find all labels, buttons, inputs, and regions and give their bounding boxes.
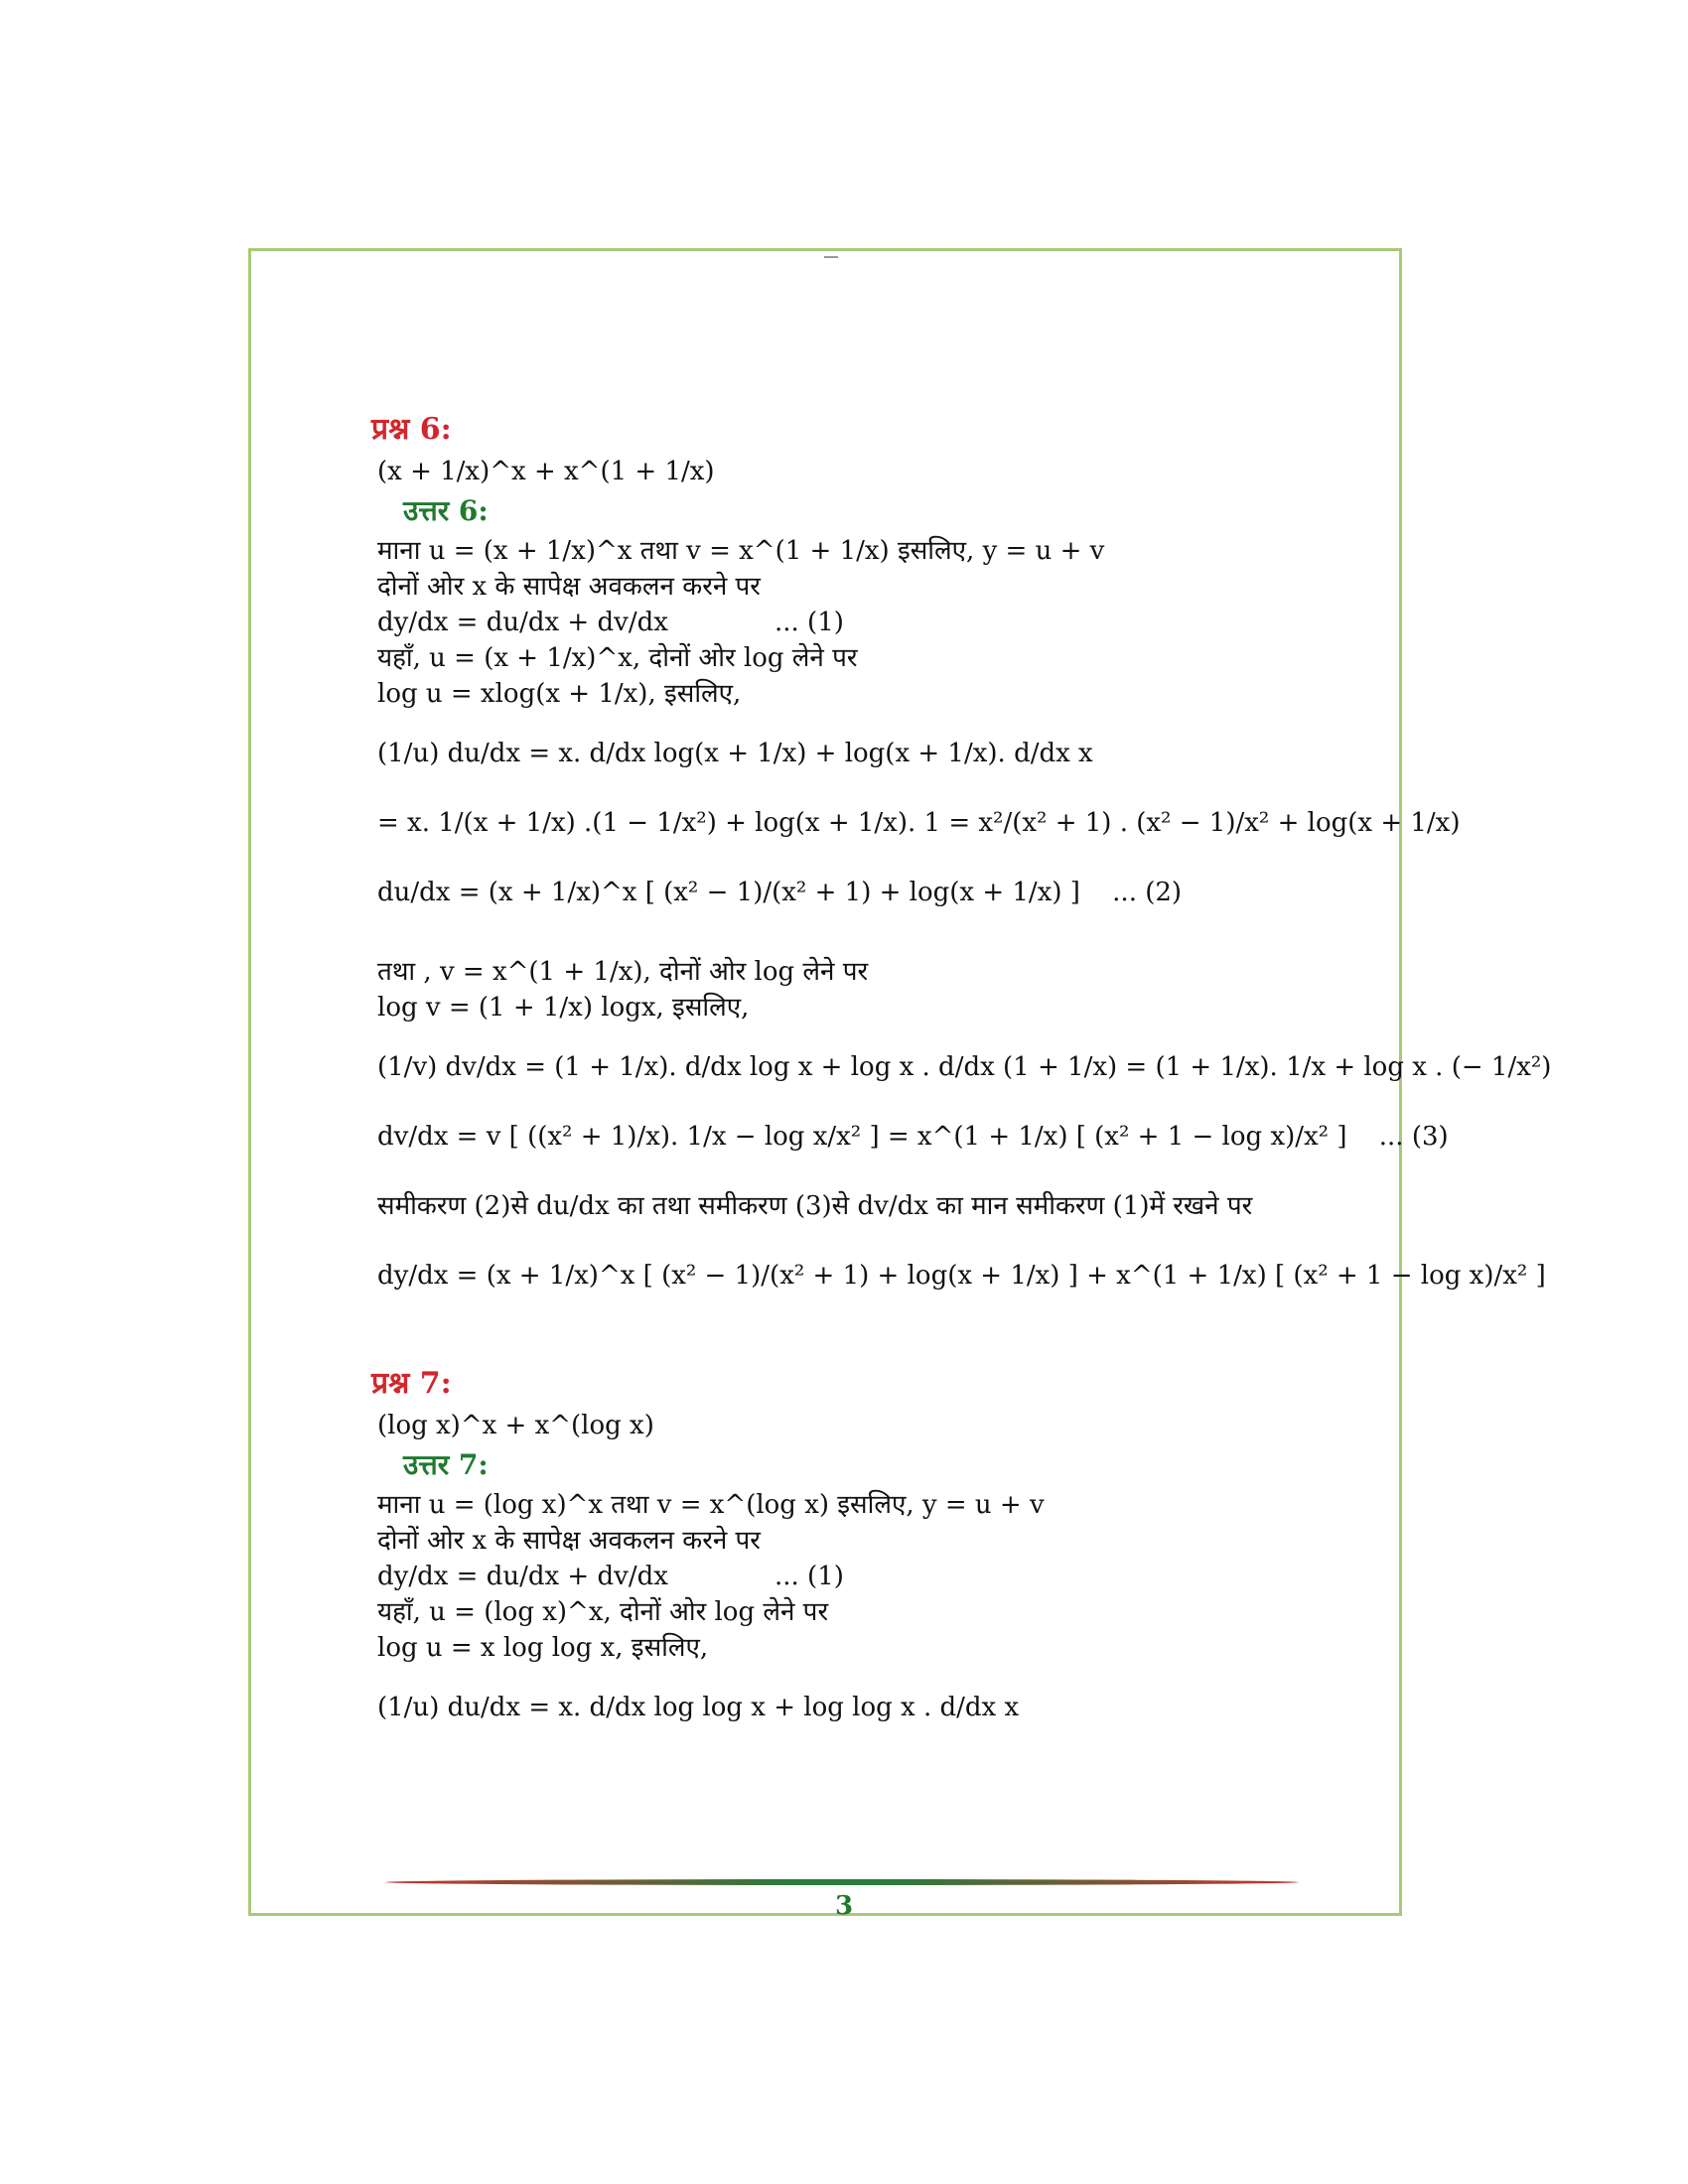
a6-line-3 (377, 605, 1271, 640)
footer-divider (385, 1879, 1299, 1885)
a6-line-4: यहाँ, u = (x + 1/x)^x, दोनों ओर log लेने पर (377, 643, 858, 673)
a7-line-4: यहाँ, u = (log x)^x, दोनों ओर log लेने पर (377, 1597, 829, 1627)
a7-line-2: दोनों ओर x के सापेक्ष अवकलन करने पर (377, 1526, 761, 1556)
a6-line-11: (1/v) dv/dx = (1 + 1/x). d/dx log x + log x . d/dx (1 + 1/x) = (1 + 1/x). 1/x + log x . (− 1/x²) (377, 1052, 1552, 1082)
page-number: 3 (834, 1891, 854, 1921)
ref-2: ... (2) (1112, 878, 1183, 907)
ref-1: ... (1) (774, 608, 844, 637)
a6-eq3: dv/dx = v [ ((x² + 1)/x). 1/x − log x/x² ] = x^(1 + 1/x) [ (x² + 1 − log x)/x² ] (377, 1122, 1347, 1152)
a6-eq2: du/dx = (x + 1/x)^x [ (x² − 1)/(x² + 1) + log(x + 1/x) ] (377, 878, 1080, 907)
a6-eq1: dy/dx = du/dx + dv/dx (377, 608, 668, 637)
a6-line-14: dy/dx = (x + 1/x)^x [ (x² − 1)/(x² + 1) + log(x + 1/x) ] + x^(1 + 1/x) [ (x² + 1 − log x)/x² ] (377, 1261, 1546, 1291)
question-6-title: प्रश्न 6: (371, 412, 452, 447)
question-7-title: प्रश्न 7: (371, 1366, 452, 1401)
a7-line-6: (1/u) du/dx = x. d/dx log log x + log log x . d/dx x (377, 1693, 1020, 1722)
ref-3: ... (3) (1378, 1122, 1449, 1152)
a6-line-12 (377, 1109, 1449, 1164)
a6-line-5: log u = xlog(x + 1/x), इसलिए, (377, 679, 742, 709)
top-mark (824, 256, 838, 258)
a6-line-1: माना u = (x + 1/x)^x तथा v = x^(1 + 1/x) इसलिए, y = u + v (377, 536, 1105, 566)
a7-line-3 (377, 1559, 1271, 1594)
a6-line-10: log v = (1 + 1/x) logx, इसलिए, (377, 993, 750, 1023)
question-6-expression: (x + 1/x)^x + x^(1 + 1/x) (377, 457, 715, 486)
a7-line-1: माना u = (log x)^x तथा v = x^(log x) इसलिए, y = u + v (377, 1490, 1045, 1520)
page-content (371, 407, 1552, 1749)
a6-line-9: तथा , v = x^(1 + 1/x), दोनों ओर log लेने पर (377, 957, 869, 987)
answer-7-title: उत्तर 7: (403, 1448, 489, 1481)
a6-line-8 (377, 865, 1271, 920)
answer-6-title: उत्तर 6: (403, 494, 489, 527)
a6-line-7: = x. 1/(x + 1/x) .(1 − 1/x²) + log(x + 1/x). 1 = x²/(x² + 1) . (x² − 1)/x² + log(x + 1/x) (377, 808, 1461, 838)
ref-7-1: ... (1) (774, 1562, 844, 1591)
a7-line-5: log u = x log log x, इसलिए, (377, 1633, 709, 1663)
a6-line-13: समीकरण (2)से du/dx का तथा समीकरण (3)से dv/dx का मान समीकरण (1)में रखने पर (377, 1191, 1253, 1221)
a7-eq1: dy/dx = du/dx + dv/dx (377, 1562, 668, 1591)
a6-line-6: (1/u) du/dx = x. d/dx log(x + 1/x) + log(x + 1/x). d/dx x (377, 739, 1093, 768)
a6-line-2: दोनों ओर x के सापेक्ष अवकलन करने पर (377, 572, 761, 602)
question-7-expression: (log x)^x + x^(log x) (377, 1411, 654, 1440)
